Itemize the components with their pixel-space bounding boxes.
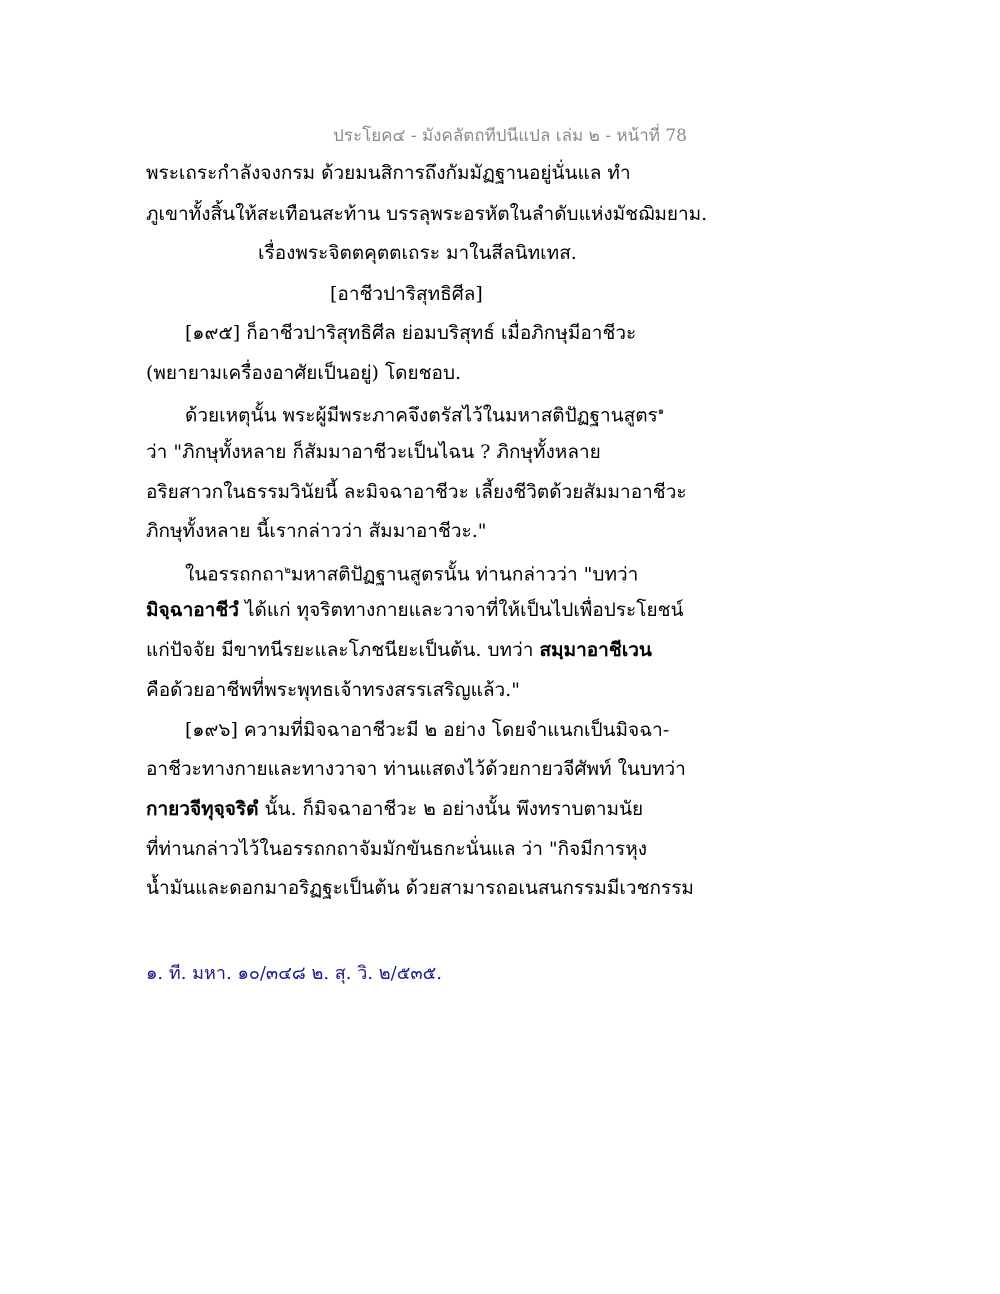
body-text: มหาสติปัฏฐานสูตรนั้น ท่านกล่าวว่า "บทว่า	[290, 563, 639, 586]
body-text: ในอรรถกถา	[185, 563, 285, 586]
body-line	[185, 399, 664, 428]
body-line: ภูเขาทั้งสิ้นให้สะเทือนสะท้าน บรรลุพระอรหัตในลำดับแห่งมัชฌิมยาม.	[146, 203, 708, 225]
pali-term: กายวจีทุจฺจริตํ	[146, 798, 259, 820]
body-line: ภิกษุทั้งหลาย นี้เรากล่าวว่า สัมมาอาชีวะ."	[146, 520, 487, 542]
body-text: นั้น. ก็มิจฉาอาชีวะ ๒ อย่างนั้น พึงทราบตามนัย	[258, 798, 644, 820]
body-line: อาชีวะทางกายและทางวาจา ท่านแสดงไว้ด้วยกายวจีศัพท์ ในบทว่า	[146, 758, 686, 780]
body-line: น้ำมันและดอกมาอริฏฐะเป็นต้น ด้วยสามารถอเนสนกรรมมีเวชกรรม	[146, 877, 694, 899]
body-line: พระเถระกำลังจงกรม ด้วยมนสิการถึงกัมมัฏฐานอยู่นั่นแล ทำ	[146, 162, 631, 184]
pali-term: สมฺมาอาชีเวน	[539, 639, 652, 661]
body-line: [๑๙๕] ก็อาชีวปาริสุทธิศีล ย่อมบริสุทธ์ เมื่อภิกษุมีอาชีวะ	[185, 322, 637, 344]
body-text: ด้วยเหตุนั้น พระผู้มีพระภาคจึงตรัสไว้ในมหาสติปัฏฐานสูตร	[185, 404, 658, 427]
body-line	[146, 796, 643, 822]
body-line: คือด้วยอาชีพที่พระพุทธเจ้าทรงสรรเสริญแล้ว."	[146, 679, 520, 701]
section-heading: [อาชีวปาริสุทธิศีล]	[330, 283, 483, 305]
pali-term: มิจฺฉาอาชีวํ	[146, 599, 239, 621]
footnote: ๑. ที. มหา. ๑๐/๓๔๘ ๒. สุ. วิ. ๒/๕๓๕.	[146, 963, 442, 984]
page-header: ประโยค๔ - มังคลัตถทีปนีแปล เล่ม ๒ - หน้าที่ 78	[333, 126, 687, 146]
body-line: [๑๙๖] ความที่มิจฉาอาชีวะมี ๒ อย่าง โดยจำแนกเป็นมิจฉา-	[185, 719, 670, 741]
body-line: ว่า "ภิกษุทั้งหลาย ก็สัมมาอาชีวะเป็นไฉน ? ภิกษุทั้งหลาย	[146, 441, 601, 463]
body-line	[185, 558, 638, 587]
footnote-marker: ๑	[657, 406, 665, 417]
body-line	[146, 637, 652, 663]
body-line: อริยสาวกในธรรมวินัยนี้ ละมิจฉาอาชีวะ เลี้ยงชีวิตด้วยสัมมาอาชีวะ	[146, 481, 687, 503]
body-line	[146, 597, 683, 623]
body-text: ได้แก่ ทุจริตทางกายและวาจาที่ให้เป็นไปเพื่อประโยชน์	[238, 599, 684, 621]
body-line: ที่ท่านกล่าวไว้ในอรรถกถาจัมมักขันธกะนั่นแล ว่า "กิจมีการหุง	[146, 838, 648, 860]
body-text: แก่ปัจจัย มีขาทนีรยะและโภชนียะเป็นต้น. บทว่า	[146, 639, 540, 661]
footnote-marker: ๒	[284, 565, 291, 576]
body-line: (พยายามเครื่องอาศัยเป็นอยู่) โดยชอบ.	[146, 362, 462, 384]
story-end-title: เรื่องพระจิตตคุตตเถระ มาในสีลนิทเทส.	[258, 242, 577, 264]
